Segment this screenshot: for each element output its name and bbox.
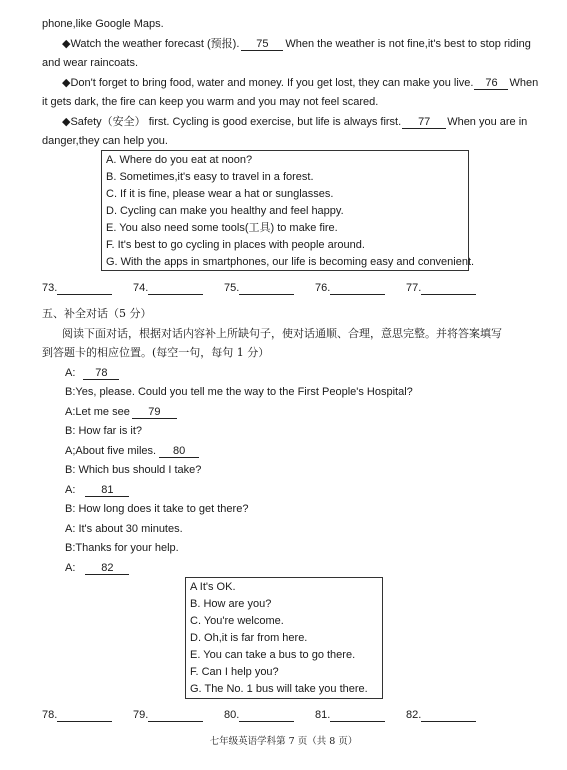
passage-line: phone,like Google Maps.	[42, 18, 164, 30]
passage-text: When you are in	[447, 116, 528, 128]
answer-74: 74.	[133, 281, 203, 295]
dialogue-line-a6: A: 82	[65, 561, 129, 575]
dialogue-line-a1: A: 78	[65, 366, 119, 380]
section-title: 五、补全对话（5 分）	[42, 307, 152, 320]
options-box-1	[101, 150, 475, 271]
option-b: B. How are you?	[190, 598, 272, 610]
option-e: E. You can take a bus to go there.	[190, 649, 356, 661]
answer-75: 75.	[224, 281, 294, 295]
blank-78: 78	[83, 367, 119, 380]
option-f: F. Can I help you?	[190, 666, 279, 678]
option-d: D. Oh,it is far from here.	[190, 632, 308, 644]
dialogue-line-a3: A;About five miles. 80	[65, 444, 199, 458]
option-g: G. The No. 1 bus will take you there.	[190, 683, 368, 695]
option-e: E. You also need some tools(工具) to make fire.	[106, 222, 338, 234]
passage-item-77	[62, 115, 527, 129]
page-footer: 七年级英语学科第 7 页（共 8 页）	[209, 736, 358, 747]
passage-item-75	[62, 37, 531, 51]
dialogue-line-b3: B: Which bus should I take?	[65, 464, 202, 476]
blank-75: 75	[241, 38, 283, 51]
passage-text: ◆Watch the weather forecast (预报).	[62, 38, 240, 50]
dialogue-line-b4: B: How long does it take to get there?	[65, 503, 249, 515]
passage-text: When the weather is not fine,it's best to stop riding	[285, 38, 531, 50]
answer-80: 80.	[224, 708, 294, 722]
dialogue-line-a5: A: It's about 30 minutes.	[65, 523, 183, 535]
blank-77: 77	[402, 116, 446, 129]
dialogue-line-a4: A: 81	[65, 483, 129, 497]
dialogue-line-b2: B: How far is it?	[65, 425, 143, 437]
blank-79: 79	[132, 406, 177, 419]
passage-text: When	[509, 77, 539, 89]
answer-78: 78.	[42, 708, 112, 722]
dialogue-line-b1: B:Yes, please. Could you tell me the way to the First People's Hospital?	[65, 386, 413, 398]
blank-81: 81	[85, 484, 129, 497]
instructions: 到答题卡的相应位置。(每空一句，每句 1 分）	[42, 346, 270, 359]
passage-item-76	[62, 76, 538, 90]
passage-line: and wear raincoats.	[42, 57, 138, 69]
instructions: 阅读下面对话，根据对话内容补上所缺句子，使对话通顺、合理，意思完整。并将答案填写	[62, 327, 502, 340]
options-box-2	[185, 577, 383, 699]
answer-76: 76.	[315, 281, 385, 295]
blank-82: 82	[85, 562, 129, 575]
blank-80: 80	[159, 445, 199, 458]
passage-line: danger,they can help you.	[42, 135, 168, 147]
dialogue-line-a2: A:Let me see 79	[65, 405, 177, 419]
answer-73: 73.	[42, 281, 112, 295]
option-f: F. It's best to go cycling in places with people around.	[106, 239, 365, 251]
answer-82: 82.	[406, 708, 476, 722]
passage-line: it gets dark, the fire can keep you warm and you may not feel scared.	[42, 96, 379, 108]
answer-77: 77.	[406, 281, 476, 295]
option-g: G. With the apps in smartphones, our life is becoming easy and convenient.	[106, 256, 475, 268]
option-a: A. Where do you eat at noon?	[106, 154, 253, 166]
answer-79: 79.	[133, 708, 203, 722]
option-b: B. Sometimes,it's easy to travel in a forest.	[106, 171, 314, 183]
passage-text: ◆Don't forget to bring food, water and money. If you get lost, they can make you live.	[62, 77, 474, 89]
answer-81: 81.	[315, 708, 385, 722]
dialogue-line-b5: B:Thanks for your help.	[65, 542, 179, 554]
blank-76: 76	[474, 77, 508, 90]
option-c: C. You're welcome.	[190, 615, 284, 627]
passage-text: ◆Safety（安全） first. Cycling is good exercise, but life is always first.	[62, 116, 402, 128]
option-a: A It's OK.	[190, 581, 236, 593]
option-c: C. If it is fine, please wear a hat or sunglasses.	[106, 188, 334, 200]
option-d: D. Cycling can make you healthy and feel happy.	[106, 205, 344, 217]
